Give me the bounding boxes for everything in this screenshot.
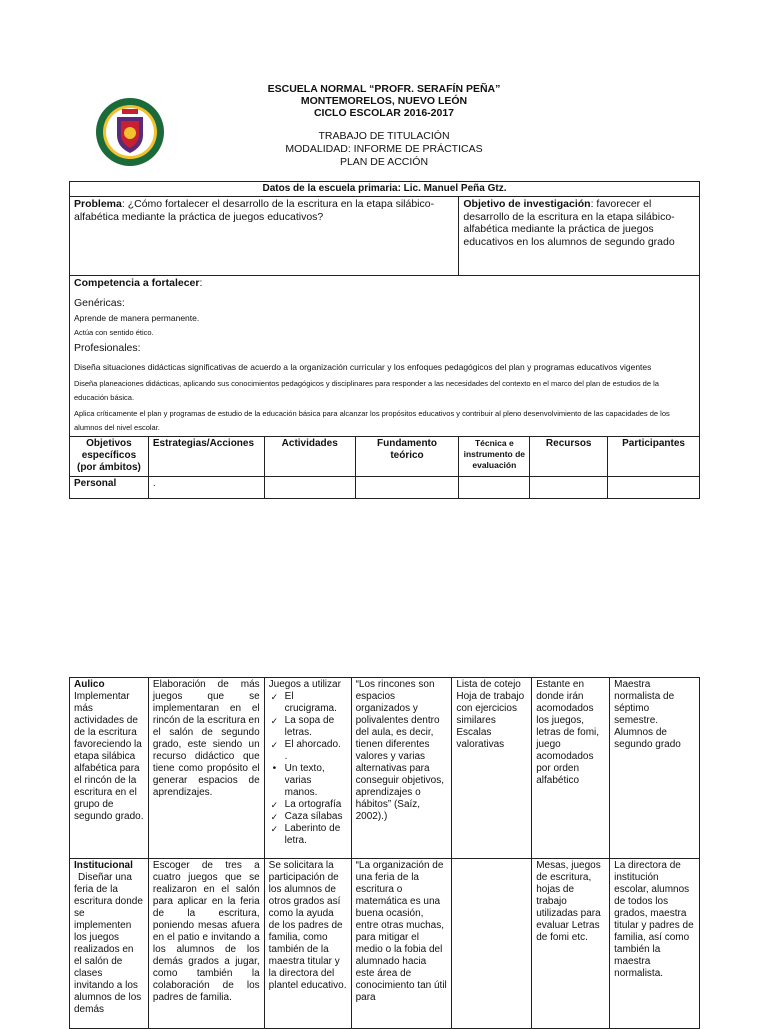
competence-colon: :: [199, 277, 203, 289]
col-header-strategies: Estrategias/Acciones: [148, 436, 264, 476]
col-header-participants: Participantes: [608, 436, 700, 476]
problem-label: Problema: [74, 198, 122, 210]
aulico-activities-title: Juegos a utilizar: [268, 679, 341, 690]
institucional-resources: Mesas, juegos de escritura, hojas de trabajo utilizadas para evaluar Letras de fomi etc.: [532, 859, 610, 1029]
aulico-strategy: Elaboración de más juegos que se implementaran en el rincón de la escritura en el salón de segundo grado, este siendo un recurso didáctico que tiene como propósito el generar espacios de aprendizajes.: [148, 678, 264, 859]
activity-item: ✓ Caza sílabas: [269, 811, 347, 823]
institucional-activities: Se solicitara la participación de los alumnos de otros grados así como la ayuda de los padres de familia, como también de la maestra titular y la directora del plantel educativo.: [264, 859, 351, 1029]
objective-label: Objetivo de investigación: [463, 198, 591, 210]
work-title: TRABAJO DE TITULACIÓN: [318, 130, 450, 142]
aulico-label: Aulico: [74, 679, 105, 690]
professional-competence-2: Diseña planeaciones didácticas, aplicando sus conocimientos pedagógicos y disciplinares para responder a las necesidades del contexto en el marco del plan de estudios de la educación básica.: [74, 378, 659, 402]
activity-item-plain: .: [284, 751, 288, 762]
institucional-objective: Diseñar una feria de la escritura donde se implementen los juegos realizados en el salón de clases invitando a los alumnos de los demás: [74, 872, 143, 1015]
generic-competence-2: Actúa con sentido ético.: [74, 328, 154, 337]
personal-label: Personal: [70, 476, 149, 498]
plan-title: PLAN DE ACCIÓN: [339, 156, 429, 168]
plan-table-bottom: [69, 677, 700, 1029]
professional-competence-3: Aplica críticamente el plan y programas de estudio de la educación básica para alcanzar los propósitos educativos y contribuir al pleno desenvolvimiento de las capacidades de los alumnos del nivel escolar.: [74, 408, 670, 432]
aulico-objective: Implementar más actividades de de la escritura favoreciendo la etapa silábica alfabética para el rincón de la escritura en el grupo de segundo grado.: [74, 691, 144, 822]
modality: MODALIDAD: INFORME DE PRÁCTICAS: [285, 143, 483, 155]
institucional-strategy: Escoger de tres a cuatro juegos que se realizaron en el salón para aplicar en la feria de la escritura, poniendo mesas afuera en el patio e invitando a los alumnos de los demás grados a jugar, como también la colaboración de los padres de familia.: [148, 859, 264, 1029]
aulico-participants: Maestra normalista de séptimo semestre. Alumnos de segundo grado: [610, 678, 700, 859]
aulico-resources: Estante en donde irán acomodados los juegos, letras de fomi, juego acomodados por orden alfabético: [532, 678, 610, 859]
professional-competence-1: Diseña situaciones didácticas significativas de acuerdo a la organización curricular y los enfoques pedagógicos del plan y programas educativos vigentes: [74, 361, 652, 372]
personal-participants: [608, 476, 700, 498]
school-data-row: Datos de la escuela primaria: Lic. Manuel Peña Gtz.: [70, 182, 700, 197]
aulico-evaluation: Lista de cotejo Hoja de trabajo con ejercicios similares Escalas valorativas: [452, 678, 532, 859]
activity-item: ✓ La ortografía: [269, 799, 347, 811]
school-cycle: CICLO ESCOLAR 2016-2017: [313, 107, 455, 119]
activity-item: ✓ El crucigrama.: [269, 691, 347, 715]
generic-competence-1: Aprende de manera permanente.: [74, 313, 200, 323]
activity-item: ✓ Laberinto de letra.: [269, 823, 347, 847]
col-header-resources: Recursos: [530, 436, 608, 476]
objective-text: : favorecer el desarrollo de la escritura en la etapa silábico-alfabética mediante la práctica de juegos educativos en los alumnos de segundo grado: [463, 198, 675, 248]
genericas-label: Genéricas:: [74, 296, 125, 309]
institucional-objective-cell: [70, 859, 149, 1029]
institucional-participants: La directora de institución escolar, alumnos de todos los grados, maestra titular y padres de familia, así como también la maestra normalista.: [610, 859, 700, 1029]
institucional-label: Institucional: [74, 860, 133, 871]
col-header-theory: Fundamento teórico: [355, 436, 459, 476]
aulico-objective-cell: [70, 678, 149, 859]
school-name: ESCUELA NORMAL “PROFR. SERAFÍN PEÑA”: [267, 83, 501, 95]
personal-strategy: .: [148, 476, 264, 498]
col-header-objectives: Objetivos específicos (por ámbitos): [70, 436, 149, 476]
school-city: MONTEMORELOS, NUEVO LEÓN: [300, 95, 468, 107]
plan-table-top: [69, 181, 700, 499]
activity-item: ✓ La sopa de letras.: [269, 715, 347, 739]
aulico-theory: “Los rincones son espacios organizados y polivalentes dentro del aula, es decir, tienen diferentes valores y varias alternativas para conseguir objetivos, aprendizajes o hábitos” (Saíz, 2002).): [351, 678, 452, 859]
problem-text: : ¿Cómo fortalecer el desarrollo de la escritura en la etapa silábico-alfabética mediante la práctica de juegos educativos?: [74, 198, 435, 223]
col-header-evaluation: Técnica e instrumento de evaluación: [459, 436, 530, 476]
personal-activities: [264, 476, 355, 498]
problem-cell: [70, 197, 459, 276]
activity-item: ✓ El ahorcado.: [269, 739, 347, 751]
profesionales-label: Profesionales:: [74, 342, 141, 354]
col-header-activities: Actividades: [264, 436, 355, 476]
aulico-activities-cell: [264, 678, 351, 859]
competence-cell: [70, 276, 700, 437]
competence-label: Competencia a fortalecer: [74, 277, 200, 289]
institucional-theory: “La organización de una feria de la escritura o matemática es una buena ocasión, entre otras muchas, para mitigar el medio o la fobia del alumnado hacia este área de conocimiento tan útil para: [351, 859, 452, 1029]
institucional-evaluation: [452, 859, 532, 1029]
personal-theory: [355, 476, 459, 498]
personal-evaluation: [459, 476, 530, 498]
objective-cell: [459, 197, 700, 276]
personal-resources: [530, 476, 608, 498]
activity-item: • Un texto, varias manos.: [269, 763, 347, 799]
